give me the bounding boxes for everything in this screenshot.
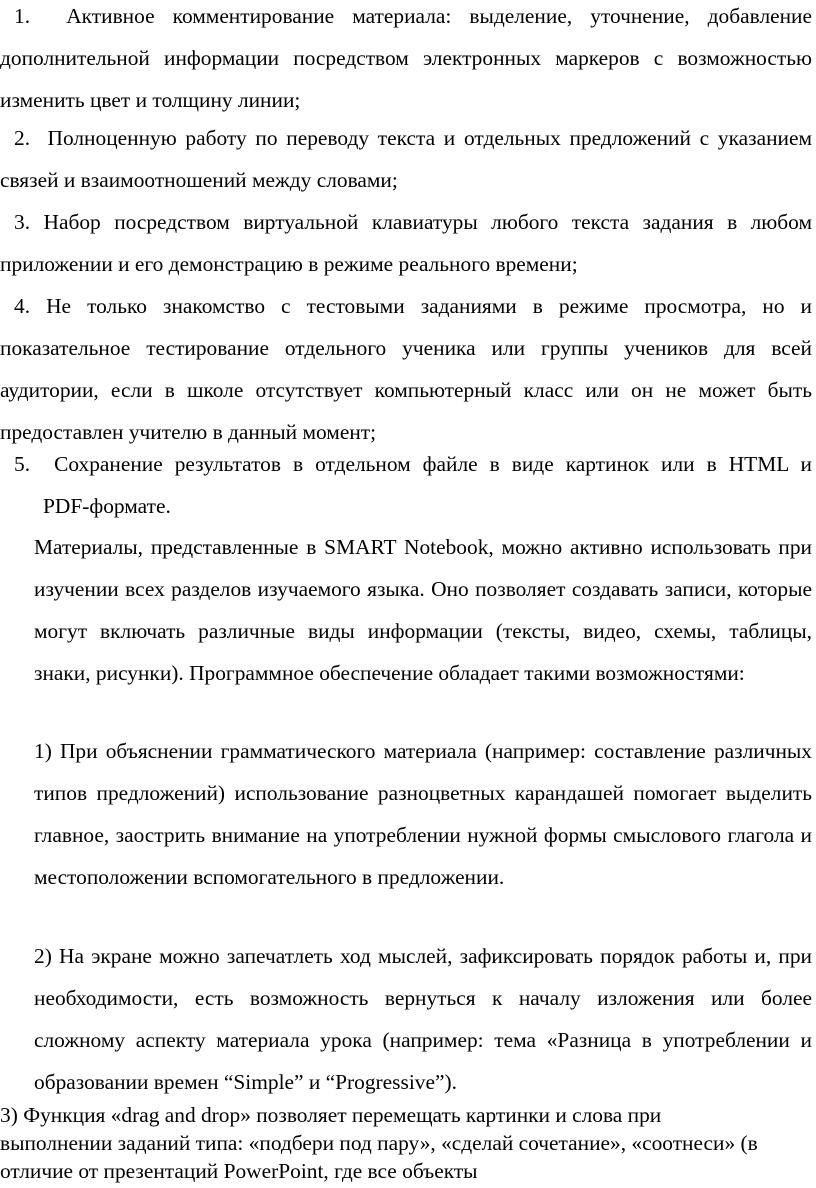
capability-item-2-number: 2) bbox=[34, 944, 52, 968]
capability-item-2 bbox=[34, 935, 812, 1103]
list-item-2-text: Полноценную работу по переводу текста и отдельных предложений с указанием связей и взаимоотношений между словами; bbox=[0, 126, 812, 192]
list-item-5-number: 5. bbox=[14, 452, 31, 476]
list-item-5-continuation bbox=[43, 485, 171, 527]
list-item-5 bbox=[14, 443, 812, 485]
list-item-5-line2: PDF-формате. bbox=[43, 494, 171, 518]
capability-item-3-text: Функция «drag and drop» позволяет перемещать картинки и слова при выполнении заданий типа: «подбери под пару», «сделай сочетание», «соотнеси» (в отличие от презентаций PowerPoint, где все объекты bbox=[0, 1103, 758, 1183]
capability-item-1-text: При объяснении грамматического материала (например: составление различных типов предложений) использование разноцветных карандашей помогает выделить главное, заострить внимание на употреблении нужной формы смыслового глагола и местоположении вспомогательного в предложении. bbox=[34, 739, 812, 889]
list-item-1-text: Активное комментирование материала: выделение, уточнение, добавление дополнительной информации посредством электронных маркеров с возможностью изменить цвет и толщину линии; bbox=[0, 4, 812, 112]
body-paragraph bbox=[34, 526, 812, 694]
body-paragraph-text: Материалы, представленные в SMART Notebook, можно активно использовать при изучении всех разделов изучаемого языка. Оно позволяет создавать записи, которые могут включать различные виды информации (тексты, видео, схемы, таблицы, знаки, рисунки). Программное обеспечение обладает такими возможностями: bbox=[34, 535, 812, 685]
list-item-3-number: 3. bbox=[14, 210, 31, 234]
capability-item-1 bbox=[34, 730, 812, 898]
list-item-2-number: 2. bbox=[14, 126, 31, 150]
list-item-3-text: Набор посредством виртуальной клавиатуры любого текста задания в любом приложении и его демонстрацию в режиме реального времени; bbox=[0, 210, 812, 276]
capability-item-2-text: На экране можно запечатлеть ход мыслей, зафиксировать порядок работы и, при необходимости, есть возможность вернуться к началу изложения или более сложному аспекту материала урока (например: тема «Разница в употреблении и образовании времен “Simple” и “Progressive”). bbox=[34, 944, 812, 1094]
list-item-1 bbox=[0, 0, 812, 121]
list-item-1-number: 1. bbox=[14, 4, 31, 28]
capability-item-3-number: 3) bbox=[0, 1103, 18, 1127]
capability-item-3 bbox=[0, 1101, 760, 1185]
capability-item-1-number: 1) bbox=[34, 739, 52, 763]
list-item-5-line1: Сохранение результатов в отдельном файле в виде картинок или в HTML и bbox=[54, 452, 812, 476]
list-item-4 bbox=[0, 285, 812, 453]
list-item-3 bbox=[0, 201, 812, 285]
list-item-4-number: 4. bbox=[14, 294, 31, 318]
list-item-4-text: Не только знакомство с тестовыми заданиями в режиме просмотра, но и показательное тестирование отдельного ученика или группы учеников для всей аудитории, если в школе отсутствует компьютерный класс или он не может быть предоставлен учителю в данный момент; bbox=[0, 294, 812, 444]
list-item-2 bbox=[0, 117, 812, 201]
